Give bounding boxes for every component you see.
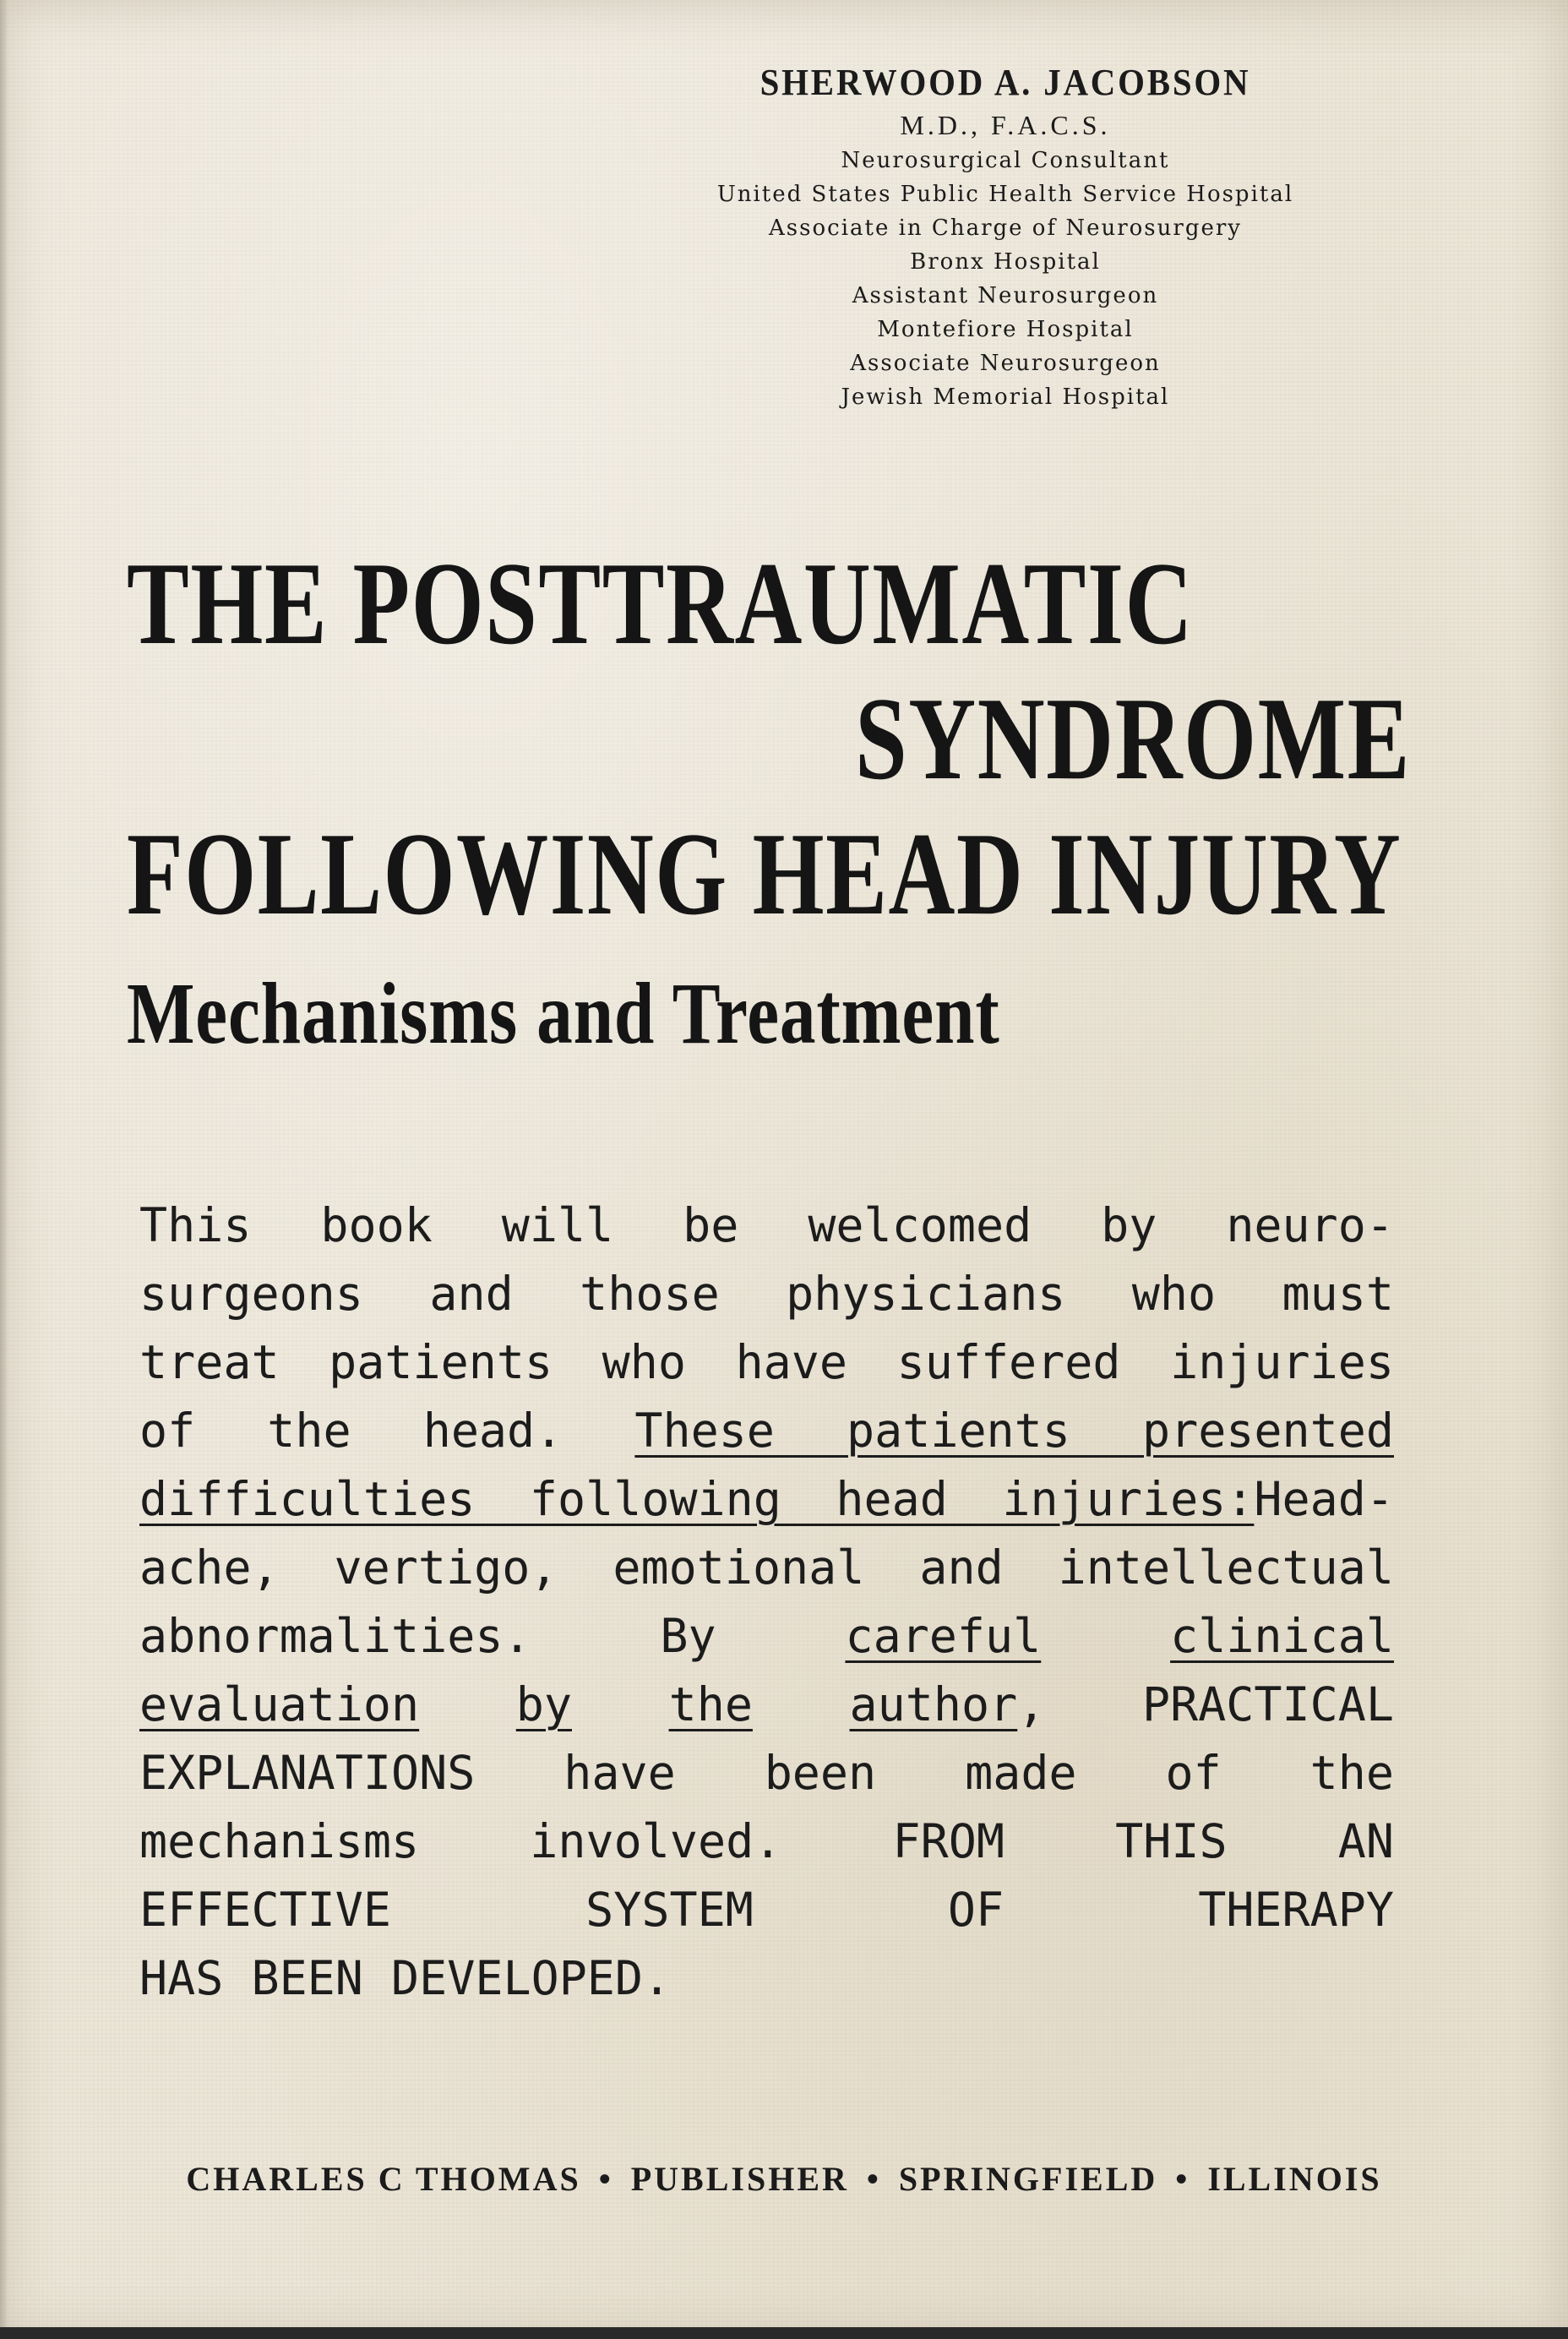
- description-line: difficulties following head injuries:Head-: [139, 1472, 1394, 1526]
- bullet-separator: •: [866, 2160, 881, 2198]
- description-line: mechanisms involved. FROM THIS AN: [139, 1814, 1394, 1868]
- underlined-word: by: [515, 1677, 572, 1731]
- description-line: HAS BEEN DEVELOPED.: [139, 1951, 672, 2005]
- underlined-word: the: [668, 1677, 753, 1731]
- author-position: Neurosurgical Consultant: [841, 148, 1170, 173]
- bullet-separator: •: [598, 2160, 613, 2198]
- description-line: This book will be welcomed by neuro-: [139, 1198, 1394, 1252]
- underlined-word: author: [849, 1677, 1018, 1731]
- book-title-line-3: FOLLOWING HEAD INJURY: [127, 809, 1402, 940]
- author-block: [659, 59, 1352, 414]
- author-position: Associate in Charge of Neurosurgery: [769, 215, 1242, 241]
- book-title-line-1: THE POSTTRAUMATIC: [127, 538, 1195, 669]
- description-line: abnormalities. By careful clinical: [139, 1609, 1394, 1663]
- description-line: of the head. These patients presented: [139, 1404, 1394, 1458]
- book-title-line-2: SYNDROME: [855, 673, 1411, 804]
- description-line: surgeons and those physicians who must: [139, 1267, 1394, 1321]
- publisher-role: PUBLISHER: [630, 2160, 849, 2198]
- publisher-line: [127, 2159, 1441, 2199]
- description-line: EFFECTIVE SYSTEM OF THERAPY: [139, 1883, 1394, 1937]
- cover-left-edge: [0, 0, 8, 2339]
- author-position: Associate Neurosurgeon: [850, 351, 1161, 376]
- publisher-name: CHARLES C THOMAS: [186, 2160, 581, 2198]
- publisher-state: ILLINOIS: [1207, 2160, 1382, 2198]
- description-line: EXPLANATIONS have been made of the: [139, 1746, 1394, 1800]
- author-position: Montefiore Hospital: [877, 317, 1134, 342]
- book-subtitle: Mechanisms and Treatment: [127, 965, 1000, 1062]
- author-position: Assistant Neurosurgeon: [852, 283, 1159, 308]
- author-position: Bronx Hospital: [910, 249, 1101, 275]
- author-degrees: M.D., F.A.C.S.: [900, 110, 1111, 140]
- underlined-word: evaluation: [139, 1677, 420, 1731]
- description-line: evaluation by the author, PRACTICAL: [139, 1677, 1394, 1731]
- underlined-word: clinical: [1170, 1609, 1394, 1663]
- underlined-word: careful: [845, 1609, 1042, 1663]
- description-line: treat patients who have suffered injuries: [139, 1335, 1394, 1389]
- author-position: Jewish Memorial Hospital: [841, 384, 1170, 410]
- author-position: United States Public Health Service Hospital: [716, 182, 1294, 207]
- underlined-phrase: difficulties following head injuries:: [139, 1472, 1255, 1526]
- description-line: ache, vertigo, emotional and intellectual: [139, 1540, 1394, 1595]
- bullet-separator: •: [1175, 2160, 1190, 2198]
- underlined-phrase: These patients presented: [634, 1404, 1394, 1458]
- cover-bottom-edge: [0, 2327, 1568, 2339]
- book-description: [139, 1191, 1394, 2013]
- author-name: SHERWOOD A. JACOBSON: [760, 62, 1251, 103]
- publisher-city: SPRINGFIELD: [898, 2160, 1158, 2198]
